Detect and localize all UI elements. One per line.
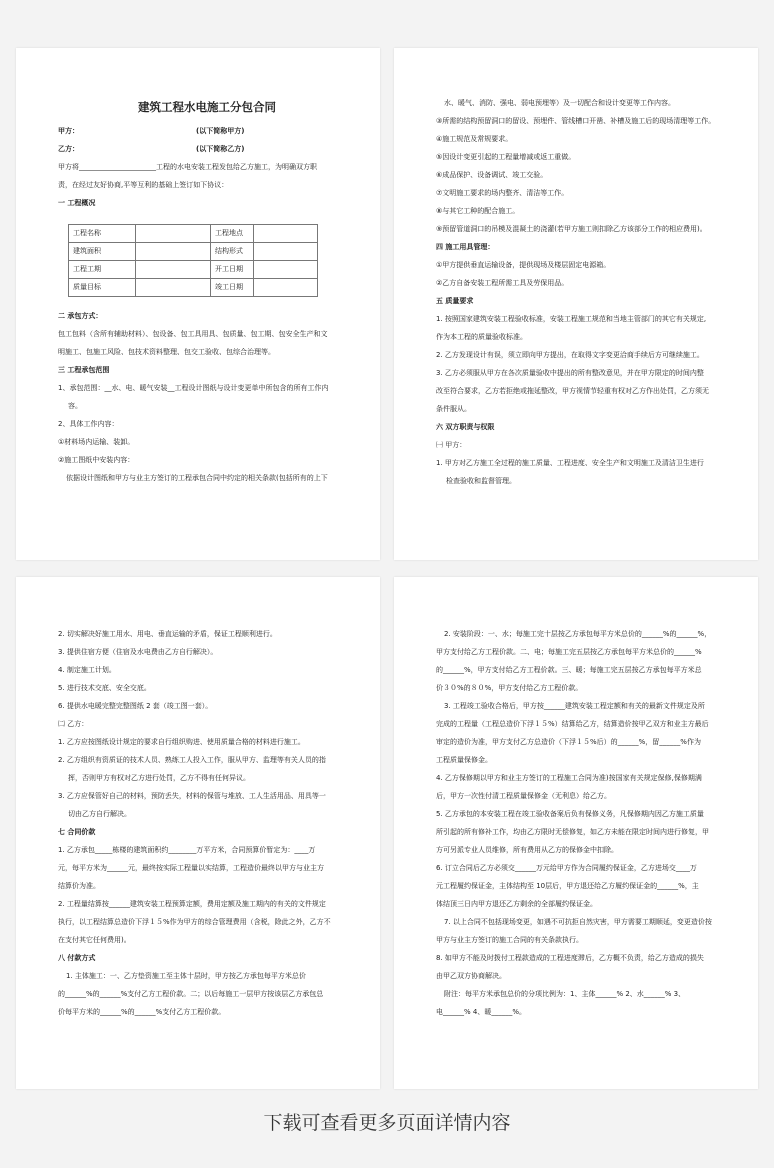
body-line: ⑤因设计变更引起的工程量增减或返工重做。 <box>436 153 576 161</box>
body-line: 包工包料（含所有辅助材料）、包设备、包工具用具、包质量、包工期、包安全生产和文 <box>58 330 328 338</box>
body-line: 工程质量保修金。 <box>436 756 492 764</box>
table-cell: 开工日期 <box>211 261 254 279</box>
page-4-content <box>436 625 734 1021</box>
party-b-value: (以下简称乙方) <box>196 145 245 153</box>
body-line: 4. 制定施工计划。 <box>58 666 116 674</box>
table-row <box>69 225 318 243</box>
body-line: 3. 提供住宿方便（住宿及水电费由乙方自行解决）。 <box>58 648 218 656</box>
body-line: ⑥成品保护、设备调试、竣工交验。 <box>436 171 548 179</box>
body-line: ⑦文明施工要求的场内整齐、清洁等工作。 <box>436 189 569 197</box>
party-b-line <box>58 140 356 158</box>
intro-line: 甲方将______________________工程的水电安装工程发包给乙方施工，为明确双方职 <box>58 163 317 171</box>
table-cell: 结构形式 <box>211 243 254 261</box>
section-heading: 二 承包方式： <box>58 312 103 320</box>
body-line: ②乙方自备安装工程所需工具及劳保用品。 <box>436 279 569 287</box>
body-line: 结算价为准。 <box>58 882 100 890</box>
table-cell <box>136 279 211 297</box>
project-info-table <box>68 224 318 297</box>
body-line: 方可另派专业人员维修，所有费用从乙方的保修金中扣除。 <box>436 846 618 854</box>
body-line: 切由乙方自行解决。 <box>68 810 131 818</box>
party-a-value: (以下简称甲方) <box>196 127 245 135</box>
body-line: 5. 乙方承包的本安装工程在竣工验收备案后负有保修义务，凡保修期内因乙方施工质量 <box>436 810 704 818</box>
section-heading: 四 施工用具管理： <box>436 243 495 251</box>
download-more-link[interactable]: 下载可查看更多页面详情内容 <box>263 1112 511 1134</box>
table-cell: 质量目标 <box>69 279 136 297</box>
body-line: 2. 切实解决好施工用水、用电、垂直运输的矛盾，保证工程顺利进行。 <box>58 630 277 638</box>
body-line: 4. 乙方保修期以甲方和业主方签订的工程施工合同为准)按国家有关规定保修,保修期满 <box>436 774 702 782</box>
table-cell: 工程工期 <box>69 261 136 279</box>
document-page-4 <box>394 577 758 1089</box>
body-line: 6. 订立合同后乙方必须交______万元给甲方作为合同履约保证金，乙方进场交____万 <box>436 864 697 872</box>
body-line: 的______%，甲方支付给乙方工程价款。三、暖；每施工完五层按乙方承包每平方米总 <box>436 666 702 674</box>
body-line: 容。 <box>68 402 82 410</box>
page-1-content <box>58 98 356 487</box>
table-row <box>69 261 318 279</box>
body-line: 挥，否则甲方有权对乙方进行处罚，乙方不得有任何异议。 <box>68 774 250 782</box>
section-heading: 六 双方职责与权限 <box>436 423 495 431</box>
body-line: 1. 主体施工：一、乙方垫资施工至主体十层时，甲方按乙方承包每平方米总价 <box>66 972 306 980</box>
body-line: 依据设计图纸和甲方与业主方签订的工程承包合同中约定的相关条款(包括所有的上下 <box>66 474 328 482</box>
body-line: 由甲乙双方协商解决。 <box>436 972 506 980</box>
body-line: 1. 乙方应按图纸设计规定的要求自行组织购进、使用质量合格的材料进行施工。 <box>58 738 305 746</box>
section-heading: 八 付款方式 <box>58 954 96 962</box>
body-line: 元，每平方米为______元，最终按实际工程量以实结算，工程造价最终以甲方与业主方 <box>58 864 324 872</box>
body-line: ①甲方提供垂直运输设备，提供现场及楼层固定电源箱。 <box>436 261 611 269</box>
document-page-2 <box>394 48 758 560</box>
body-line: ⑨预留管道洞口的吊模及混凝土的浇灌(若甲方施工则扣除乙方该部分工作的相应费用)。 <box>436 225 707 233</box>
page-3-content <box>58 625 356 1021</box>
body-line: 审定的造价为准，甲方支付乙方总造价（下浮１５%后）的______%，留______%作为 <box>436 738 701 746</box>
section-heading: 五 质量要求 <box>436 297 474 305</box>
body-line: 7. 以上合同不包括现场变更，如遇不可抗拒自然灾害，甲方需要工期顺延，变更造价按 <box>444 918 712 926</box>
party-a-label: 甲方： <box>58 127 79 135</box>
body-line: 作为本工程的质量验收标准。 <box>436 333 527 341</box>
document-page-3 <box>16 577 380 1089</box>
party-a-line <box>58 122 356 140</box>
section-heading: 七 合同价款 <box>58 828 96 836</box>
body-line: 改至符合要求，乙方若拒绝或拖延整改，甲方视情节轻重有权对乙方作出处罚，乙方须无 <box>436 387 709 395</box>
body-line: 6. 提供水电暖完整完整图纸 2 套（竣工图一套）。 <box>58 702 213 710</box>
contract-title: 建筑工程水电施工分包合同 <box>138 100 276 114</box>
body-line: 体结顶三日内甲方退还乙方剩余的全部履约保证金。 <box>436 900 597 908</box>
body-line: 1. 乙方承包_____栋楼的建筑面积约________万平方米，合同预算价暂定为：____万 <box>58 846 316 854</box>
table-cell: 工程地点 <box>211 225 254 243</box>
body-line: 所引起的所有修补工作，均由乙方限时无偿修复，如乙方未能在限定时间内进行修复，甲 <box>436 828 709 836</box>
body-line: 1、承包范围：__水、电、暖气安装__工程设计图纸与设计变更单中所包含的所有工作内 <box>58 384 329 392</box>
body-line: 在支付其它任何费用)。 <box>58 936 131 944</box>
table-cell <box>254 243 318 261</box>
body-line: 附注：每平方米承包总价的分项比例为：1、主体______% 2、水______% 3、 <box>444 990 686 998</box>
body-line: 3. 工程竣工验收合格后，甲方按______建筑安装工程定额和有关的最新文件规定及所 <box>444 702 705 710</box>
body-line: ①材料场内运输、装卸。 <box>58 438 135 446</box>
body-line: 2. 工程量结算按______建筑安装工程预算定额，费用定额及施工期内的有关的文件规定 <box>58 900 326 908</box>
section-heading: 三 工程承包范围 <box>58 366 110 374</box>
body-line: 5. 进行技术交底、安全交底。 <box>58 684 151 692</box>
party-b-label: 乙方： <box>58 145 79 153</box>
body-line: 后，甲方一次性付清工程质量保修金（无利息）给乙方。 <box>436 792 611 800</box>
body-line: 甲方与业主方签订的施工合同的有关条款执行。 <box>436 936 583 944</box>
body-line: 的______%的______%支付乙方工程价款。二；以后每施工一层甲方按该层乙方承包总 <box>58 990 324 998</box>
body-line: 完成的工程量（工程总造价下浮１５%）结算给乙方，结算造价按甲乙双方和业主方最后 <box>436 720 709 728</box>
body-line: ③所需的结构预留洞口的留设、预埋件、管线槽口开凿、补槽及施工后的现场清理等工作。 <box>436 117 716 125</box>
body-line: ④施工规范及常规要求。 <box>436 135 513 143</box>
table-cell: 工程名称 <box>69 225 136 243</box>
body-line: 检查验收和监督管理。 <box>446 477 516 485</box>
table-cell <box>136 261 211 279</box>
table-cell <box>254 261 318 279</box>
body-line: 水、暖气、消防、强电、弱电预埋等）及一切配合和设计变更等工作内容。 <box>444 99 675 107</box>
body-line: 2. 乙方发现设计有误，须立即向甲方提出，在取得文字变更洽商手续后方可继续施工。 <box>436 351 704 359</box>
subsection-label: ㈠ 甲方： <box>436 441 467 449</box>
body-line: 明施工、包施工风险、包技术资料整理、包交工验收、包综合治理等。 <box>58 348 275 356</box>
body-line: 价每平方米的______%的______%支付乙方工程价款。 <box>58 1008 226 1016</box>
table-cell <box>136 243 211 261</box>
table-cell: 竣工日期 <box>211 279 254 297</box>
body-line: 3. 乙方必须服从甲方在各次质量验收中提出的所有整改意见，并在甲方限定的时间内整 <box>436 369 704 377</box>
body-line: 2. 乙方组织有资质证的技术人员、熟练工人投入工作，服从甲方、监理等有关人员的指 <box>58 756 326 764</box>
page-2-content <box>436 94 734 490</box>
table-cell <box>254 279 318 297</box>
body-line: 元工程履约保证金，主体结构至 10层后，甲方退还给乙方履约保证金的______%，主 <box>436 882 699 890</box>
body-line: 电______% 4、暖______%。 <box>436 1008 526 1016</box>
body-line: 8. 如甲方不能及时拨付工程款造成的工程进度滞后，乙方概不负责，给乙方造成的损失 <box>436 954 704 962</box>
body-line: 3. 乙方应保管好自己的材料，预防丢失，材料的保管与堆放、工人生活用品、用具等一 <box>58 792 326 800</box>
body-line: ②施工图纸中安装内容： <box>58 456 135 464</box>
body-line: 1. 甲方对乙方施工全过程的施工质量、工程进度、安全生产和文明施工及清洁卫生进行 <box>436 459 704 467</box>
body-line: 价３０%的８０%，甲方支付给乙方工程价款。 <box>436 684 583 692</box>
intro-line: 责，在经过友好协商,平等互利的基础上签订如下协议： <box>58 181 229 189</box>
body-line: 甲方支付给乙方工程价款。二、电；每施工完五层按乙方承包每平方米总价的______% <box>436 648 702 656</box>
body-line: 2、具体工作内容： <box>58 420 119 428</box>
body-line: 条件服从。 <box>436 405 471 413</box>
table-cell: 建筑面积 <box>69 243 136 261</box>
body-line: 2. 安装阶段：一、水；每施工完十层按乙方承包每平方米总价的______%的______%， <box>444 630 712 638</box>
document-page-1 <box>16 48 380 560</box>
table-cell <box>136 225 211 243</box>
body-line: ⑧与其它工种的配合施工。 <box>436 207 520 215</box>
subsection-label: ㈡ 乙方： <box>58 720 89 728</box>
table-cell <box>254 225 318 243</box>
table-row <box>69 243 318 261</box>
body-line: 1. 按照国家建筑安装工程验收标准，安装工程施工规范和当地主管部门的其它有关规定, <box>436 315 707 323</box>
section-heading: 一 工程概况 <box>58 199 96 207</box>
body-line: 执行，以工程结算总造价下浮１５%作为甲方的综合管理费用（含税，除此之外，乙方不 <box>58 918 331 926</box>
table-row <box>69 279 318 297</box>
